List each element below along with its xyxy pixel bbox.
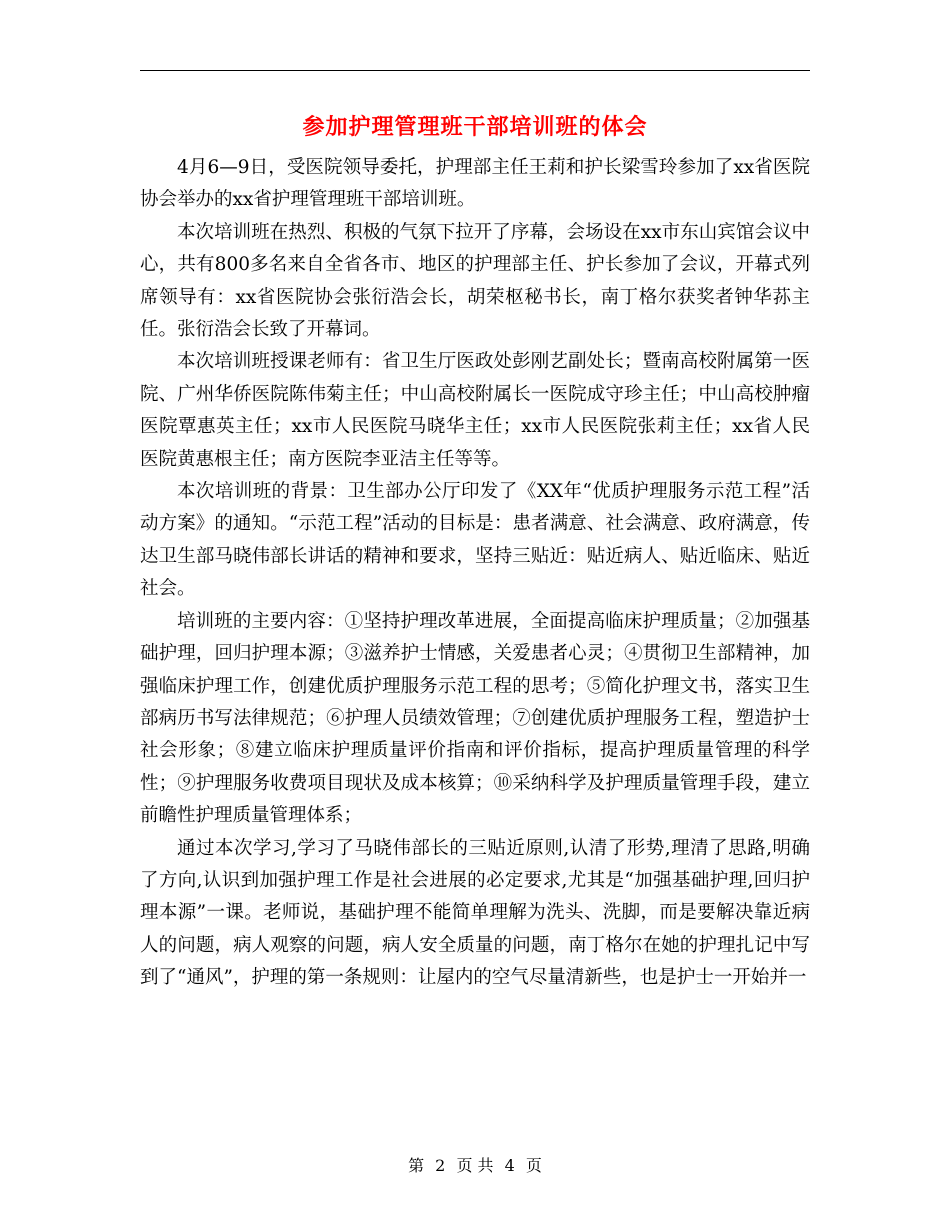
paragraph-3: 本次培训班授课老师有：省卫生厅医政处彭刚艺副处长；暨南高校附属第一医院、广州华侨医院陈伟菊主任；中山高校附属长一医院成守珍主任；中山高校肿瘤医院覃惠英主任；xx市人民医院马晓华主任；xx市人民医院张莉主任；xx省人民医院黄惠根主任；南方医院李亚洁主任等等。 — [140, 351, 810, 470]
paragraph-1: 4月6—9日，受医院领导委托，护理部主任王莉和护长梁雪玲参加了xx省医院协会举办的xx省护理管理班干部培训班。 — [140, 157, 810, 211]
header-rule — [140, 70, 810, 71]
paragraph-5: 培训班的主要内容：①坚持护理改革进展，全面提高临床护理质量；②加强基础护理，回归护理本源；③滋养护士情感，关爱患者心灵；④贯彻卫生部精神，加强临床护理工作，创建优质护理服务示范工程的思考；⑤简化护理文书，落实卫生部病历书写法律规范；⑥护理人员绩效管理；⑦创建优质护理服务工程，塑造护士社会形象；⑧建立临床护理质量评价指南和评价指标，提高护理质量管理的科学性；⑨护理服务收费项目现状及成本核算；⑩采纳科学及护理质量管理手段，建立前瞻性护理质量管理体系； — [140, 610, 810, 827]
current-page-number: 2 — [435, 1156, 446, 1175]
page-label-prefix: 第 — [408, 1156, 425, 1175]
document-title: 参加护理管理班干部培训班的体会 — [302, 115, 648, 140]
total-pages-number: 4 — [504, 1156, 515, 1175]
paragraph-6: 通过本次学习,学习了马晓伟部长的三贴近原则,认清了形势,理清了思路,明确了方向,认识到加强护理工作是社会进展的必定要求,尤其是“加强基础护理,回归护理本源”一课。老师说，基础护理不能简单理解为洗头、洗脚，而是要解决靠近病人的问题，病人观察的问题，病人安全质量的问题，南丁格尔在她的护理扎记中写到了“通风”，护理的第一条规则：让屋内的空气尽量清新些，也是护士一开始并一 — [140, 837, 810, 989]
paragraph-2: 本次培训班在热烈、积极的气氛下拉开了序幕，会场设在xx市东山宾馆会议中心，共有800多名来自全省各市、地区的护理部主任、护长参加了会议，开幕式列席领导有：xx省医院协会张衍浩会长，胡荣枢秘书长，南丁格尔获奖者钟华荪主任。张衍浩会长致了开幕词。 — [140, 221, 810, 341]
page-label-suffix: 页 — [525, 1156, 542, 1175]
page-footer — [0, 1153, 950, 1176]
page-label-mid: 页 共 — [456, 1156, 494, 1175]
document-body — [140, 152, 810, 995]
paragraph-4: 本次培训班的背景：卫生部办公厅印发了《XX年“优质护理服务示范工程”活动方案》的通知。“示范工程”活动的目标是：患者满意、社会满意、政府满意，传达卫生部马晓伟部长讲话的精神和要求，坚持三贴近：贴近病人、贴近临床、贴近社会。 — [140, 481, 810, 600]
